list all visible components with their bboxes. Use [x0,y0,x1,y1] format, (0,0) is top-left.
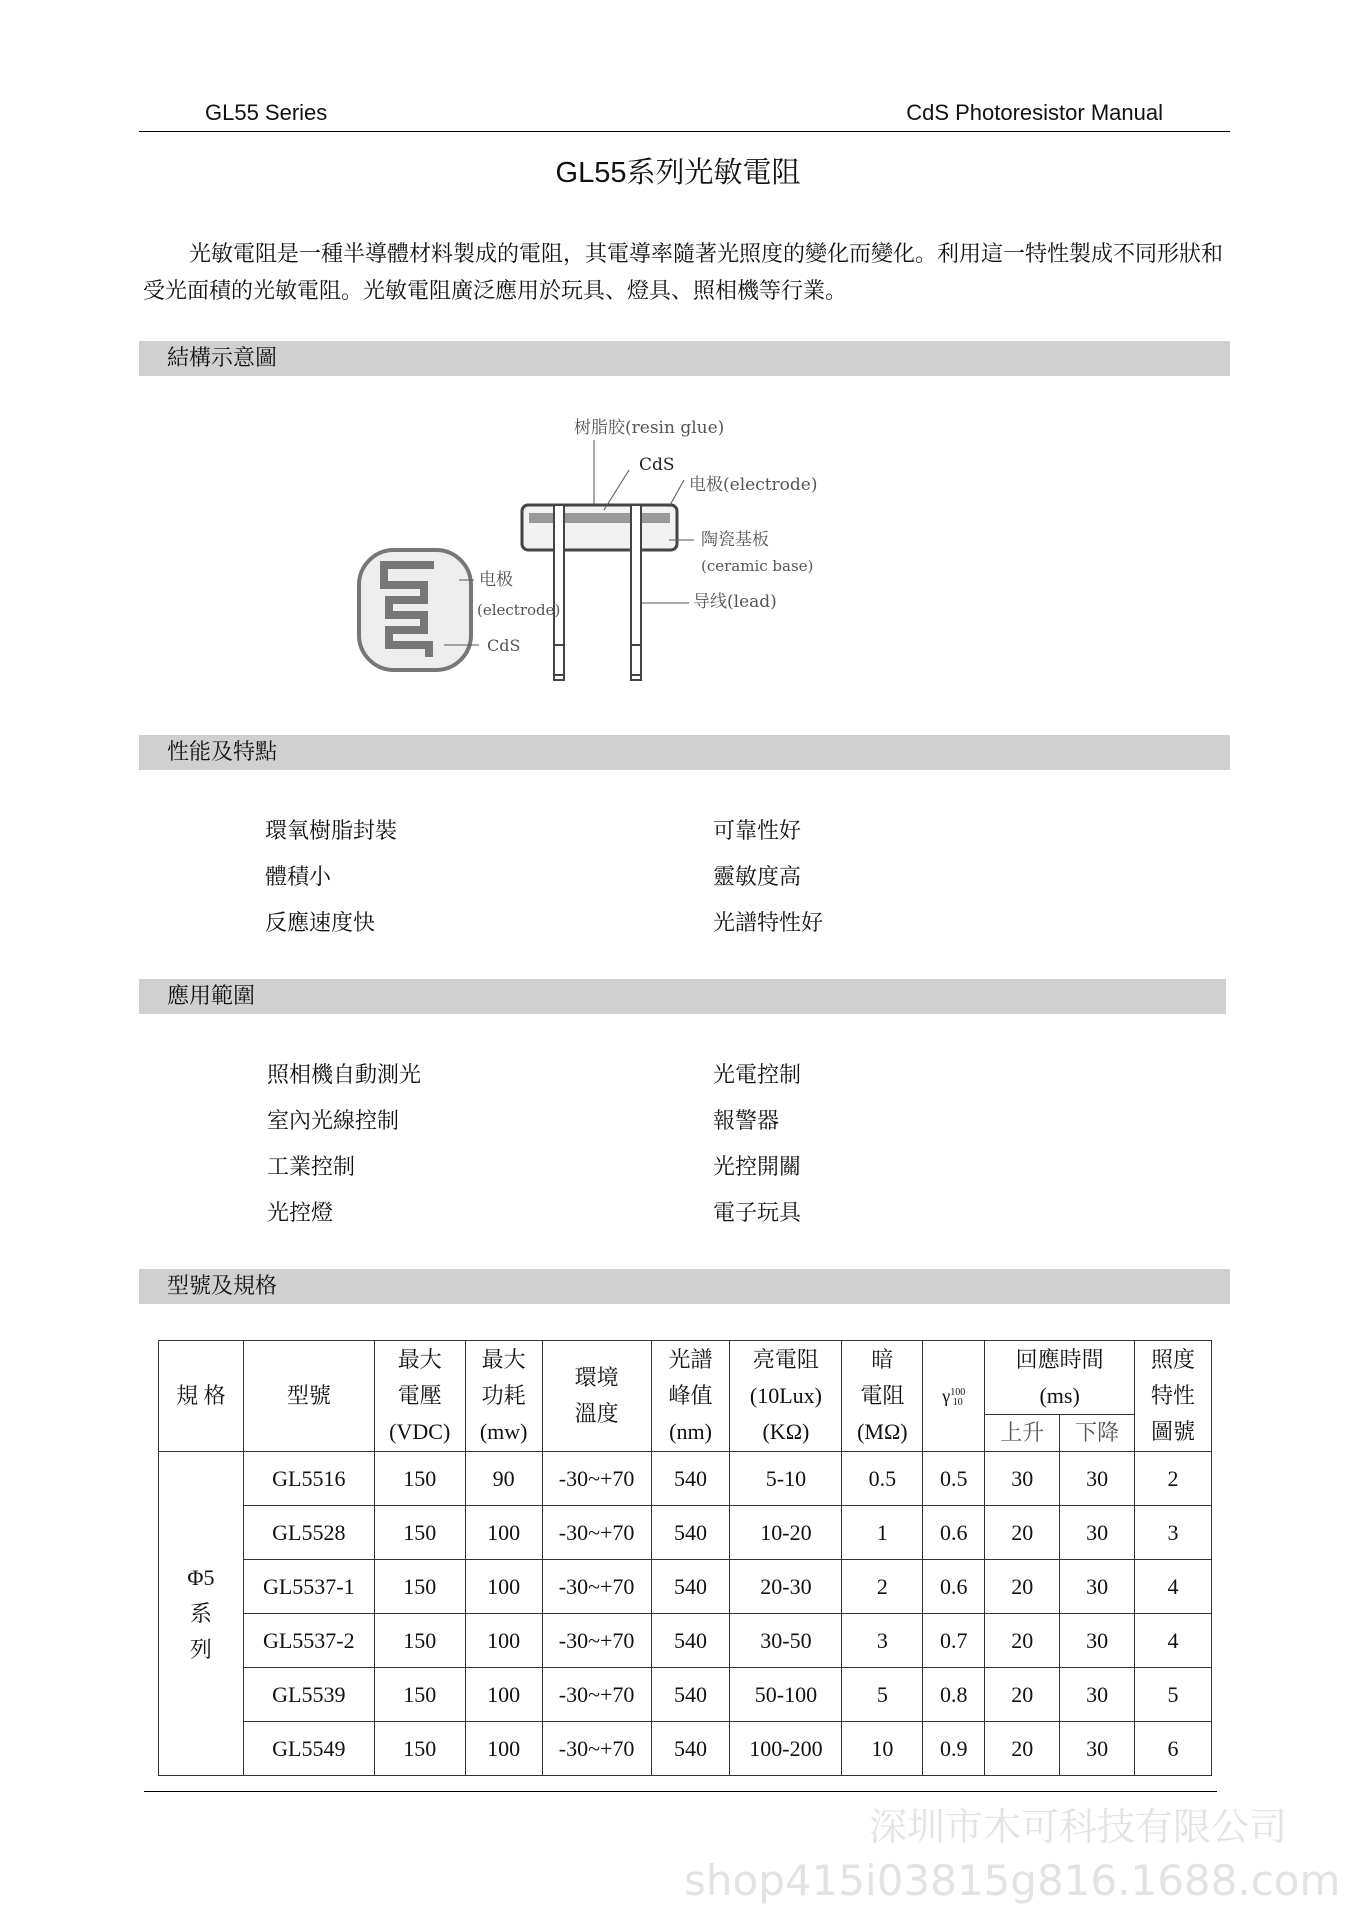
header-series: GL55 Series [205,100,328,125]
table-cell: 540 [651,1452,730,1506]
page-title: GL55系列光敏電阻 [555,157,801,189]
application-item: 報警器 [713,1109,780,1134]
label-cds-left: CdS [487,636,521,655]
table-cell: 100-200 [730,1722,842,1776]
table-cell: 3 [842,1614,923,1668]
th-dark-resistance: 暗 電阻 (MΩ) [842,1341,923,1452]
th-peak: 光譜 峰值 (nm) [651,1341,730,1452]
table-row [159,1452,1212,1506]
table-cell: 50-100 [730,1668,842,1722]
table-cell: GL5537-2 [243,1614,374,1668]
table-cell: 6 [1135,1722,1212,1776]
table-cell: 150 [374,1452,465,1506]
section-structure: 結構示意圖 [139,341,1230,376]
table-cell: 30 [985,1452,1060,1506]
table-cell: 0.9 [923,1722,985,1776]
table-cell: GL5516 [243,1452,374,1506]
label-lead: 导线(lead) [693,592,777,612]
table-cell: 100 [465,1614,542,1668]
table-cell: 1 [842,1506,923,1560]
application-item: 光控開關 [713,1155,802,1180]
th-gamma: γ 100 10 [923,1341,985,1452]
table-cell: 100 [465,1560,542,1614]
application-item: 室內光線控制 [267,1109,400,1134]
feature-item: 靈敏度高 [713,865,802,890]
table-cell: -30~+70 [542,1722,651,1776]
table-cell: 540 [651,1560,730,1614]
label-electrode-left: 电极 [479,570,513,590]
table-cell: 20 [985,1614,1060,1668]
watermark-company: 深圳市木可科技有限公司 [869,1805,1288,1849]
table-cell: GL5539 [243,1668,374,1722]
spec-table [158,1340,1212,1776]
table-cell: 20-30 [730,1560,842,1614]
th-response-time: 回應時間 (ms) [985,1341,1135,1415]
th-vmax: 最大 電壓 (VDC) [374,1341,465,1452]
table-cell: 150 [374,1668,465,1722]
table-cell: 540 [651,1614,730,1668]
application-item: 工業控制 [267,1155,356,1180]
application-item: 光電控制 [713,1063,802,1088]
table-row [159,1560,1212,1614]
table-cell: -30~+70 [542,1452,651,1506]
table-cell: 10 [842,1722,923,1776]
table-cell: -30~+70 [542,1668,651,1722]
th-temp: 環境 溫度 [542,1341,651,1452]
table-cell: 30 [1060,1506,1135,1560]
th-spec: 規 格 [159,1341,244,1452]
table-cell: 0.5 [923,1452,985,1506]
table-cell: 5-10 [730,1452,842,1506]
table-cell: 540 [651,1668,730,1722]
table-cell: 5 [1135,1668,1212,1722]
table-cell: 100 [465,1506,542,1560]
table-cell: 5 [842,1668,923,1722]
feature-item: 光譜特性好 [713,911,824,936]
feature-item: 可靠性好 [713,819,802,844]
table-cell: 20 [985,1560,1060,1614]
table-cell: 100 [465,1668,542,1722]
watermark-url: shop415i03815g816.1688.com [684,1856,1341,1905]
table-cell: 30 [1060,1452,1135,1506]
table-cell: 100 [465,1722,542,1776]
table-cell: 150 [374,1722,465,1776]
table-cell: 2 [1135,1452,1212,1506]
label-electrode-top: 电极(electrode) [689,475,818,495]
section-applications: 應用範圍 [139,979,1226,1014]
table-row [159,1614,1212,1668]
table-cell: 90 [465,1452,542,1506]
feature-item: 反應速度快 [265,911,376,936]
table-row [159,1668,1212,1722]
header-rule [139,131,1230,132]
th-curve: 照度 特性 圖號 [1135,1341,1212,1452]
label-resin: 树脂胶(resin glue) [574,418,725,438]
table-cell: 2 [842,1560,923,1614]
table-cell: 30 [1060,1560,1135,1614]
footer-rule [144,1791,1217,1792]
table-cell: -30~+70 [542,1614,651,1668]
table-cell: 20 [985,1722,1060,1776]
table-cell: 30 [1060,1722,1135,1776]
header-manual: CdS Photoresistor Manual [906,100,1163,125]
table-cell: -30~+70 [542,1560,651,1614]
intro-paragraph: 光敏電阻是一種半導體材料製成的電阻，其電導率隨著光照度的變化而變化。利用這一特性製成不同形狀和受光面積的光敏電阻。光敏電阻廣泛應用於玩具、燈具、照相機等行業。 [143,242,1224,304]
label-ceramic: 陶瓷基板 [701,530,769,550]
application-item: 光控燈 [267,1201,334,1226]
table-cell: 0.7 [923,1614,985,1668]
table-cell: -30~+70 [542,1506,651,1560]
table-cell: 4 [1135,1614,1212,1668]
table-cell: GL5528 [243,1506,374,1560]
th-light-resistance: 亮電阻 (10Lux) (KΩ) [730,1341,842,1452]
table-cell: 150 [374,1560,465,1614]
table-cell: 3 [1135,1506,1212,1560]
application-item: 照相機自動測光 [267,1063,422,1088]
table-cell: 0.5 [842,1452,923,1506]
application-item: 電子玩具 [713,1201,802,1226]
table-cell: 30 [1060,1614,1135,1668]
section-specs: 型號及規格 [139,1269,1230,1304]
table-cell: 0.8 [923,1668,985,1722]
table-cell: 0.6 [923,1506,985,1560]
th-rise: 上升 [985,1415,1060,1452]
th-pmax: 最大 功耗 (mw) [465,1341,542,1452]
table-row [159,1506,1212,1560]
section-features: 性能及特點 [139,735,1230,770]
table-cell: 20 [985,1668,1060,1722]
table-cell: 150 [374,1614,465,1668]
structure-diagram [339,395,1029,725]
label-cds-top: CdS [639,455,675,475]
table-cell: 540 [651,1506,730,1560]
table-cell: 4 [1135,1560,1212,1614]
table-cell: 540 [651,1722,730,1776]
table-cell: GL5549 [243,1722,374,1776]
th-model: 型號 [243,1341,374,1452]
feature-item: 體積小 [265,865,332,890]
label-ceramic-en: (ceramic base) [701,557,814,575]
table-cell: 150 [374,1506,465,1560]
series-group-cell: Φ5 系 列 [159,1452,244,1776]
feature-item: 環氧樹脂封裝 [265,819,398,844]
table-cell: 10-20 [730,1506,842,1560]
table-row [159,1722,1212,1776]
table-cell: GL5537-1 [243,1560,374,1614]
table-cell: 30 [1060,1668,1135,1722]
table-cell: 0.6 [923,1560,985,1614]
label-electrode-left-en: (electrode) [477,601,561,619]
table-cell: 20 [985,1506,1060,1560]
th-fall: 下降 [1060,1415,1135,1452]
table-cell: 30-50 [730,1614,842,1668]
